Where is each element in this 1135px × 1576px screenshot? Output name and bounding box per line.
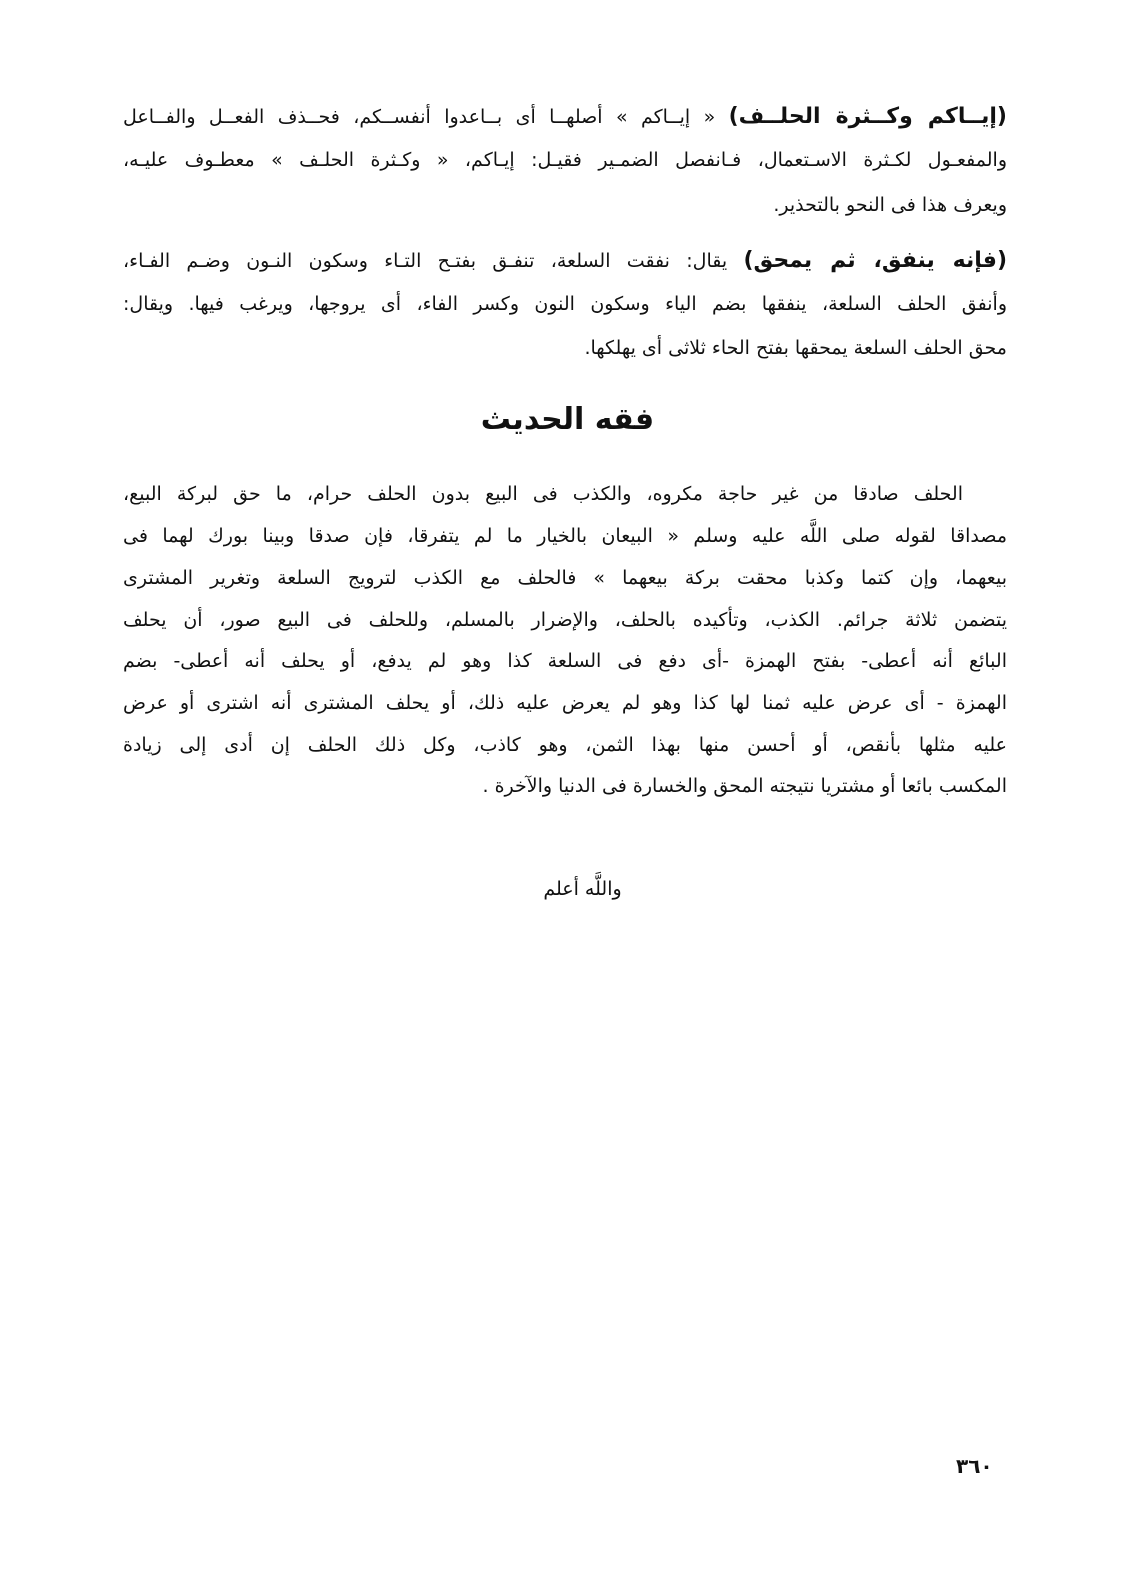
body-line: يتضمن ثلاثة جرائم. الكذب، وتأكيده بالحلف، والإضرار بالمسلم، وللحلف فى البيع صور، أن يحلف (123, 609, 1007, 631)
section-heading: فقه الحديث (480, 402, 655, 437)
text: « إيــاكم » أصلهــا أى بــاعدوا أنفســكم، فحــذف الفعــل والفــاعل (123, 106, 716, 128)
body-line: الهمزة - أى عرض عليه ثمنا لها كذا وهو لم يعرض عليه ذلك، أو يحلف المشترى أنه اشترى أو عرض (123, 692, 1007, 714)
body-line: البائع أنه أعطى- بفتح الهمزة -أى دفع فى السلعة كذا وهو لم يدفع، أو يحلف أنه أعطى- بضم (123, 650, 1007, 672)
body-line: الحلف صادقا من غير حاجة مكروه، والكذب فى البيع بدون الحلف حرام، ما حق لبركة البيع، (123, 483, 963, 505)
body-line: المكسب بائعا أو مشتريا نتيجته المحق والخسارة فى الدنيا والآخرة . (482, 775, 1007, 797)
section2-line-1 (123, 246, 1007, 276)
term-heading: (فإنه ينفق، ثم يمحق) (743, 248, 1007, 273)
section2-line-2: وأنفق الحلف السلعة، ينفقها بضم الياء وسكون النون وكسر الفاء، أى يروجها، ويرغب فيها. ويقال: (123, 293, 1007, 315)
body-line: مصداقا لقوله صلى اللَّه عليه وسلم « البيعان بالخيار ما لم يتفرقا، فإن صدقا وبينا بورك لهما فى (123, 525, 1007, 547)
section2-line-3: محق الحلف السلعة يمحقها بفتح الحاء ثلاثى أى يهلكها. (584, 337, 1007, 359)
body-line: بيعهما، وإن كتما وكذبا محقت بركة بيعهما » فالحلف مع الكذب لترويج السلعة وتغرير المشترى (123, 567, 1007, 589)
section1-line-2: والمفعـول لكـثرة الاسـتعمال، فـانفصل الضمـير فقيـل: إيـاكم، « وكـثرة الحلـف » معطـوف عليـه، (123, 149, 1007, 171)
body-line: عليه مثلها بأنقص، أو أحسن منها بهذا الثمن، وهو كاذب، وكل ذلك الحلف إن أدى إلى زيادة (123, 734, 1007, 756)
section1-line-3: ويعرف هذا فى النحو بالتحذير. (773, 194, 1007, 216)
term-heading: (إيــاكم وكــثرة الحلــف) (728, 104, 1007, 129)
section1-line-1 (123, 102, 1007, 132)
text: يقال: نفقت السلعة، تنفـق بفتـح التـاء وسكون النـون وضـم الفـاء، (123, 250, 728, 272)
closing-phrase: واللَّه أعلم (543, 878, 622, 900)
page-number: ٣٦٠ (956, 1454, 993, 1478)
